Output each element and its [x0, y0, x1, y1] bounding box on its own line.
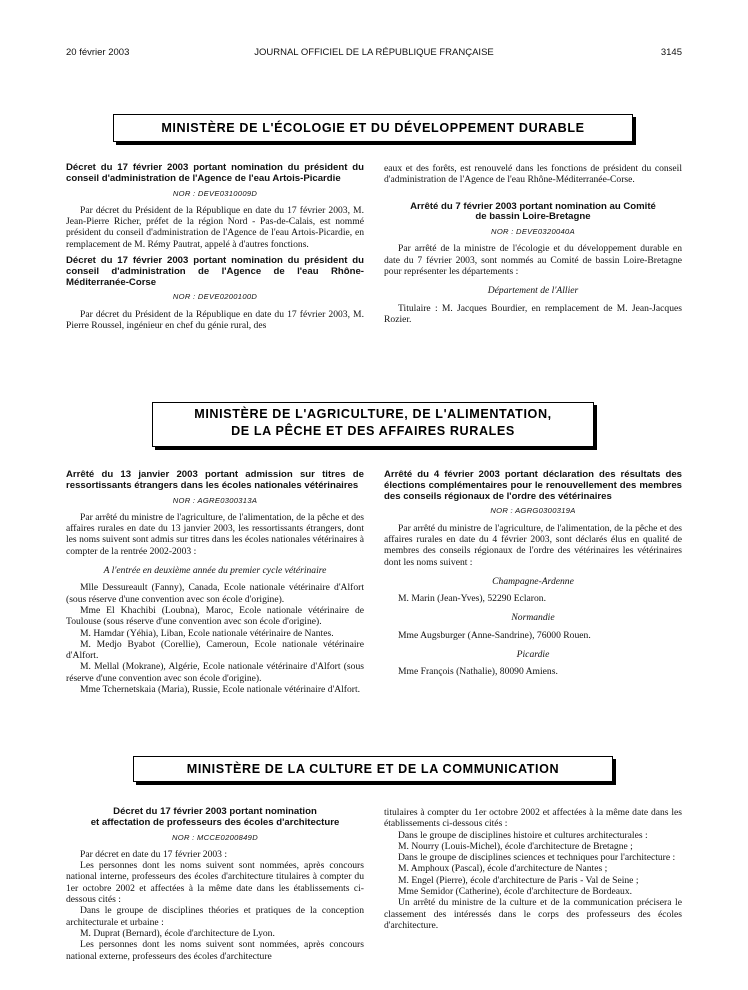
decree-paragraph: Dans le groupe de disciplines histoire et cultures architecturales :	[398, 829, 648, 841]
arrete-body: Par arrêté de la ministre de l'écologie et du développement durable en date du 7 février 2003, sont nommés au Comité de bassin Loire-Bretagne pour représenter les départements :	[384, 243, 682, 278]
list-item: M. Mellal (Mokrane), Algérie, Ecole nationale vétérinaire d'Alfort (sous réserve d'une convention avec son école d'origine).	[66, 661, 364, 684]
decree-paragraph: Les personnes dont les noms suivent sont nommées, après concours national interne, professeurs des écoles d'architecture titulaires à compter du 1er octobre 2002 et affectées à la même date dans les établissements ci-dessous cités :	[66, 860, 364, 906]
titulaire-line: Titulaire : M. Jacques Bourdier, en remplacement de M. Jean-Jacques Rozier.	[384, 302, 682, 325]
region-heading: Normandie	[511, 612, 555, 624]
culture-right-column	[384, 807, 682, 931]
nor-reference: NOR : DEVE0200100D	[172, 292, 258, 302]
department-heading: Département de l'Allier	[487, 285, 579, 297]
list-item: Mlle Dessureault (Fanny), Canada, Ecole nationale vétérinaire d'Alfort (sous réserve d'une convention avec son école d'origine).	[66, 582, 364, 605]
ministry-agriculture-title-line2: DE LA PÊCHE ET DES AFFAIRES RURALES	[231, 424, 515, 438]
region-member: Mme Augsburger (Anne-Sandrine), 76000 Rouen.	[398, 629, 591, 641]
decree-paragraph: M. Nourry (Louis-Michel), école d'architecture de Bretagne ;	[398, 840, 633, 852]
nor-reference: NOR : AGRE0300313A	[172, 495, 258, 505]
decree-body: Par décret du Président de la République en date du 17 février 2003, M. Jean-Pierre Richer, préfet de la région Nord - Pas-de-Calais, est nommé président du conseil d'administration de l'Agence de l'eau Artois-Picardie, en remplacement de M. Rémy Pautrat, appelé à d'autres fonctions.	[66, 204, 364, 250]
decree-title-line1: Décret du 17 février 2003 portant nomination	[113, 806, 317, 817]
nor-reference: NOR : MCCE0200849D	[171, 832, 258, 842]
journal-title: JOURNAL OFFICIEL DE LA RÉPUBLIQUE FRANÇAISE	[254, 47, 494, 58]
decree-paragraph: M. Amphoux (Pascal), école d'architecture de Nantes ;	[398, 863, 608, 875]
decree-paragraph: M. Duprat (Bernard), école d'architecture de Lyon.	[80, 927, 275, 939]
ministry-ecology-box	[113, 114, 633, 142]
ministry-agriculture-title-line1: MINISTÈRE DE L'AGRICULTURE, DE L'ALIMENTATION,	[194, 407, 552, 421]
ministry-ecology-title: MINISTÈRE DE L'ÉCOLOGIE ET DU DÉVELOPPEMENT DURABLE	[161, 121, 585, 135]
arrete-title: Arrêté du 4 février 2003 portant déclaration des résultats des élections complémentaires pour le renouvellement des membres des conseils régionaux de l'ordre des vétérinaires	[384, 469, 682, 502]
region-member: Mme François (Nathalie), 80090 Amiens.	[398, 666, 558, 678]
decree-title-line2: et affectation de professeurs des écoles d'architecture	[90, 816, 340, 828]
agriculture-right-column	[384, 470, 682, 678]
list-item: M. Hamdar (Yéhia), Liban, Ecole nationale vétérinaire de Nantes.	[80, 627, 334, 639]
agriculture-left-column	[66, 470, 364, 695]
page-number: 3145	[660, 47, 682, 58]
issue-date: 20 février 2003	[66, 47, 130, 58]
decree-paragraph: Les personnes dont les noms suivent sont nommées, après concours national externe, professeurs des écoles d'architecture	[66, 939, 364, 962]
decree-paragraph-continued: titulaires à compter du 1er octobre 2002 et affectées à la même date dans les établissements ci-dessous cités :	[384, 807, 682, 830]
ecology-left-column	[66, 163, 364, 331]
list-item: Mme El Khachibi (Loubna), Maroc, Ecole nationale vétérinaire de Toulouse (sous réserve d'une convention avec son école d'origine).	[66, 604, 364, 628]
nor-reference: NOR : DEVE0320040A	[491, 227, 575, 237]
decree-body: Par décret du Président de la République en date du 17 février 2003, M. Pierre Roussel, ingénieur en chef du génie rural, des	[66, 308, 364, 332]
culture-left-column	[66, 807, 364, 962]
ministry-culture-title: MINISTÈRE DE LA CULTURE ET DE LA COMMUNICATION	[186, 762, 560, 776]
decree-title: Décret du 17 février 2003 portant nomination du président du conseil d'administration de l'Agence de l'eau Rhône-Méditerranée-Corse	[66, 255, 364, 288]
nor-reference: NOR : AGRG0300319A	[490, 506, 576, 516]
arrete-body: Par arrêté du ministre de l'agriculture, de l'alimentation, de la pêche et des affaires rurales en date du 4 février 2003, sont déclarés élus en qualité de membres des conseils régionaux de l'ordre des vétérinaires les vétérinaires dont les noms suivent :	[384, 522, 682, 568]
decree-paragraph: M. Engel (Pierre), école d'architecture de Paris - Val de Seine ;	[398, 874, 639, 886]
region-member: M. Marin (Jean-Yves), 52290 Eclaron.	[398, 593, 546, 605]
decree-paragraph: Dans le groupe de disciplines sciences et techniques pour l'architecture :	[398, 852, 676, 864]
list-item: Mme Tchernetskaia (Maria), Russie, Ecole nationale vétérinaire d'Alfort.	[80, 684, 361, 696]
decree-title: Décret du 17 février 2003 portant nomination du président du conseil d'administration de l'Agence de l'eau Artois-Picardie	[66, 162, 364, 184]
decree-body-continued: eaux et des forêts, est renouvelé dans les fonctions de président du conseil d'administration de l'Agence de l'eau Rhône-Méditerranée-Corse.	[384, 163, 682, 186]
region-heading: Champagne-Ardenne	[492, 575, 574, 587]
ministry-agriculture-box	[152, 402, 594, 447]
nor-reference: NOR : DEVE0310009D	[172, 188, 258, 198]
arrete-title: Arrêté du 7 février 2003 portant nomination au Comité de bassin Loire-Bretagne	[410, 200, 656, 223]
decree-paragraph: Mme Semidor (Catherine), école d'architecture de Bordeaux.	[398, 886, 633, 898]
region-heading: Picardie	[516, 649, 550, 661]
decree-paragraph: Par décret en date du 17 février 2003 :	[80, 848, 228, 860]
ministry-culture-box	[133, 756, 613, 782]
ecology-right-column	[384, 163, 682, 325]
decree-paragraph: Dans le groupe de disciplines théories et pratiques de la conception architecturale et urbaine :	[66, 905, 364, 928]
decree-paragraph: Un arrêté du ministre de la culture et de la communication précisera le classement des intéressés dans le corps des professeurs des écoles d'architecture.	[384, 897, 682, 931]
arrete-title: Arrêté du 13 janvier 2003 portant admission sur titres de ressortissants étrangers dans les écoles nationales vétérinaires	[66, 469, 364, 491]
arrete-body: Par arrêté du ministre de l'agriculture, de l'alimentation, de la pêche et des affaires rurales en date du 13 janvier 2003, les ressortissants étrangers, dont les noms suivent sont admis sur titres dans les écoles nationales vétérinaires à compter de la rentrée 2002-2003 :	[66, 511, 364, 557]
list-item: M. Medjo Byabot (Corellie), Cameroun, Ecole nationale vétérinaire d'Alfort.	[66, 638, 364, 662]
admission-subheading: A l'entrée en deuxième année du premier cycle vétérinaire	[103, 565, 327, 577]
